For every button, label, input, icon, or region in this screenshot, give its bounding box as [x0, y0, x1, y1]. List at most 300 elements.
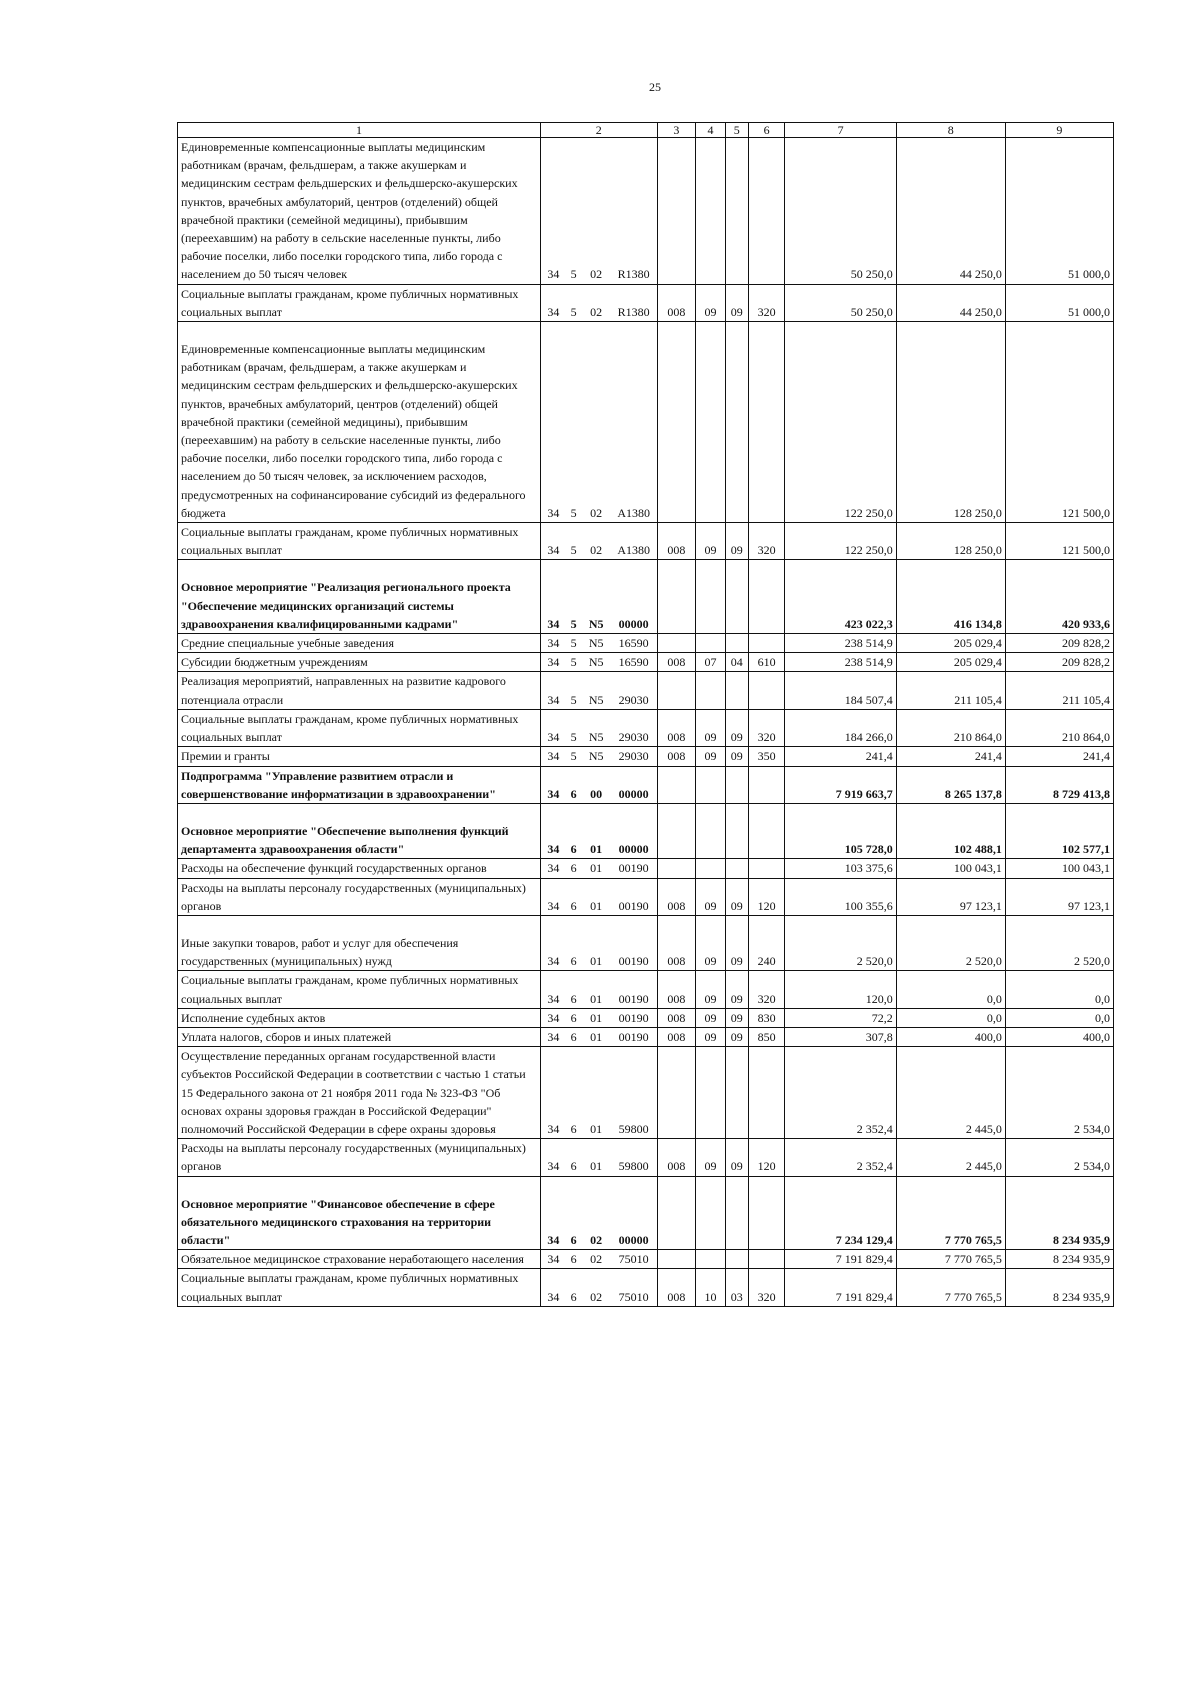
amount-col-9: 420 933,6	[1005, 560, 1113, 634]
code-program: 34	[541, 138, 566, 285]
code-subprogram: 5	[566, 523, 582, 560]
row-name: Уплата налогов, сборов и иных платежей	[178, 1027, 541, 1046]
code-subsection	[725, 766, 748, 803]
table-row	[178, 878, 1114, 915]
code-ministry	[657, 1250, 696, 1269]
row-name: Единовременные компенсационные выплаты медицинским работникам (врачам, фельдшерам, а также акушеркам и медицинским сестрам фельдшерских и фельдшерско-акушерских пунктов, врачебных амбулаторий, центров (отделений) общей врачебной практики (семейной медицины), прибывшим (переехавшим) на работу в сельские населенные пункты, либо рабочие поселки, либо поселки городского типа, либо города с населением до 50 тысяч человек	[178, 138, 541, 285]
code-event: N5	[581, 672, 610, 709]
code-subsection: 09	[725, 709, 748, 746]
header-col-7: 7	[785, 123, 896, 138]
code-ministry: 008	[657, 1139, 696, 1176]
code-program: 34	[541, 1027, 566, 1046]
amount-col-8: 97 123,1	[896, 878, 1005, 915]
amount-col-8: 128 250,0	[896, 523, 1005, 560]
code-subsection: 09	[725, 747, 748, 766]
amount-col-7: 7 191 829,4	[785, 1250, 896, 1269]
code-event: N5	[581, 560, 610, 634]
page-number: 25	[649, 80, 661, 94]
code-subsection: 09	[725, 1139, 748, 1176]
code-expense-type: 320	[748, 1269, 785, 1306]
amount-col-7: 7 919 663,7	[785, 766, 896, 803]
amount-col-8: 400,0	[896, 1027, 1005, 1046]
amount-col-9: 2 520,0	[1005, 915, 1113, 970]
code-direction: 00190	[611, 915, 657, 970]
row-name: Основное мероприятие "Обеспечение выполнения функций департамента здравоохранения области"	[178, 803, 541, 858]
code-subsection	[725, 859, 748, 878]
amount-col-7: 50 250,0	[785, 284, 896, 321]
code-ministry	[657, 322, 696, 523]
code-expense-type	[748, 1250, 785, 1269]
amount-col-7: 103 375,6	[785, 859, 896, 878]
code-expense-type	[748, 1047, 785, 1139]
code-event: 01	[581, 971, 610, 1008]
code-program: 34	[541, 284, 566, 321]
amount-col-7: 122 250,0	[785, 523, 896, 560]
code-direction: 00190	[611, 878, 657, 915]
code-ministry: 008	[657, 915, 696, 970]
table-row	[178, 1047, 1114, 1139]
code-subsection: 09	[725, 878, 748, 915]
code-program: 34	[541, 803, 566, 858]
row-name: Средние специальные учебные заведения	[178, 634, 541, 653]
code-program: 34	[541, 322, 566, 523]
code-subsection: 09	[725, 284, 748, 321]
amount-col-8: 241,4	[896, 747, 1005, 766]
row-name: Основное мероприятие "Реализация регионального проекта "Обеспечение медицинских организаций системы здравоохранения квалифицированными кадрами"	[178, 560, 541, 634]
amount-col-9: 8 234 935,9	[1005, 1176, 1113, 1250]
code-event: N5	[581, 709, 610, 746]
amount-col-8: 205 029,4	[896, 634, 1005, 653]
code-expense-type: 120	[748, 1139, 785, 1176]
code-ministry	[657, 560, 696, 634]
code-direction: 75010	[611, 1250, 657, 1269]
amount-col-9: 8 234 935,9	[1005, 1250, 1113, 1269]
row-name: Социальные выплаты гражданам, кроме публичных нормативных социальных выплат	[178, 971, 541, 1008]
code-program: 34	[541, 1250, 566, 1269]
code-direction: R1380	[611, 138, 657, 285]
code-section: 09	[696, 1008, 725, 1027]
amount-col-8: 102 488,1	[896, 803, 1005, 858]
table-row	[178, 138, 1114, 285]
code-section: 09	[696, 1027, 725, 1046]
amount-col-9: 8 234 935,9	[1005, 1269, 1113, 1306]
code-event: N5	[581, 653, 610, 672]
amount-col-9: 241,4	[1005, 747, 1113, 766]
amount-col-8: 2 445,0	[896, 1139, 1005, 1176]
row-name: Подпрограмма "Управление развитием отрасли и совершенствование информатизации в здравоохранении"	[178, 766, 541, 803]
code-event: 01	[581, 1008, 610, 1027]
code-program: 34	[541, 1047, 566, 1139]
code-section	[696, 672, 725, 709]
code-subprogram: 6	[566, 803, 582, 858]
amount-col-7: 184 507,4	[785, 672, 896, 709]
amount-col-7: 50 250,0	[785, 138, 896, 285]
amount-col-7: 238 514,9	[785, 653, 896, 672]
code-expense-type: 120	[748, 878, 785, 915]
code-expense-type	[748, 1176, 785, 1250]
code-subsection	[725, 322, 748, 523]
code-ministry	[657, 859, 696, 878]
code-direction: 00000	[611, 803, 657, 858]
table-row	[178, 634, 1114, 653]
table-row	[178, 560, 1114, 634]
code-subprogram: 6	[566, 1008, 582, 1027]
code-direction: 16590	[611, 653, 657, 672]
amount-col-9: 2 534,0	[1005, 1047, 1113, 1139]
code-program: 34	[541, 1269, 566, 1306]
code-expense-type	[748, 634, 785, 653]
code-expense-type	[748, 859, 785, 878]
amount-col-7: 105 728,0	[785, 803, 896, 858]
code-event: 02	[581, 138, 610, 285]
code-direction: 75010	[611, 1269, 657, 1306]
code-program: 34	[541, 859, 566, 878]
amount-col-7: 2 352,4	[785, 1139, 896, 1176]
amount-col-8: 2 520,0	[896, 915, 1005, 970]
row-name: Единовременные компенсационные выплаты медицинским работникам (врачам, фельдшерам, а также акушеркам и медицинским сестрам фельдшерских и фельдшерско-акушерских пунктов, врачебных амбулаторий, центров (отделений) общей врачебной практики (семейной медицины), прибывшим (переехавшим) на работу в сельские населенные пункты, либо рабочие поселки, либо поселки городского типа, либо города с населением до 50 тысяч человек, за исключением расходов, предусмотренных на софинансирование субсидий из федерального бюджета	[178, 322, 541, 523]
row-name: Социальные выплаты гражданам, кроме публичных нормативных социальных выплат	[178, 1269, 541, 1306]
code-direction: 00190	[611, 971, 657, 1008]
amount-col-9: 8 729 413,8	[1005, 766, 1113, 803]
code-direction: 16590	[611, 634, 657, 653]
amount-col-8: 7 770 765,5	[896, 1250, 1005, 1269]
amount-col-9: 400,0	[1005, 1027, 1113, 1046]
code-event: 01	[581, 878, 610, 915]
header-col-2: 2	[541, 123, 657, 138]
code-subsection	[725, 803, 748, 858]
code-subprogram: 5	[566, 672, 582, 709]
header-col-1: 1	[178, 123, 541, 138]
code-subprogram: 6	[566, 766, 582, 803]
code-ministry: 008	[657, 971, 696, 1008]
code-event: 01	[581, 1139, 610, 1176]
table-row	[178, 1139, 1114, 1176]
code-program: 34	[541, 634, 566, 653]
amount-col-8: 205 029,4	[896, 653, 1005, 672]
amount-col-9: 209 828,2	[1005, 634, 1113, 653]
code-subsection	[725, 560, 748, 634]
code-direction: 00000	[611, 560, 657, 634]
table-row	[178, 766, 1114, 803]
code-section: 09	[696, 878, 725, 915]
code-subprogram: 5	[566, 138, 582, 285]
amount-col-7: 120,0	[785, 971, 896, 1008]
amount-col-7: 72,2	[785, 1008, 896, 1027]
row-name: Основное мероприятие "Финансовое обеспечение в сфере обязательного медицинского страхования на территории области"	[178, 1176, 541, 1250]
code-section: 09	[696, 915, 725, 970]
amount-col-9: 51 000,0	[1005, 138, 1113, 285]
code-event: 02	[581, 1250, 610, 1269]
code-direction: 29030	[611, 709, 657, 746]
code-expense-type: 320	[748, 523, 785, 560]
code-subsection	[725, 138, 748, 285]
code-section	[696, 138, 725, 285]
header-col-3: 3	[657, 123, 696, 138]
amount-col-8: 7 770 765,5	[896, 1176, 1005, 1250]
code-event: 02	[581, 284, 610, 321]
code-ministry: 008	[657, 523, 696, 560]
code-expense-type	[748, 138, 785, 285]
code-expense-type	[748, 672, 785, 709]
row-name: Социальные выплаты гражданам, кроме публичных нормативных социальных выплат	[178, 523, 541, 560]
table-row	[178, 1269, 1114, 1306]
code-ministry	[657, 1047, 696, 1139]
row-name: Субсидии бюджетным учреждениям	[178, 653, 541, 672]
code-program: 34	[541, 971, 566, 1008]
amount-col-8: 211 105,4	[896, 672, 1005, 709]
code-section	[696, 803, 725, 858]
code-subprogram: 5	[566, 560, 582, 634]
table-row	[178, 1027, 1114, 1046]
code-direction: A1380	[611, 322, 657, 523]
code-subsection: 09	[725, 915, 748, 970]
code-subprogram: 6	[566, 1139, 582, 1176]
code-subprogram: 6	[566, 1269, 582, 1306]
code-section	[696, 1250, 725, 1269]
code-ministry: 008	[657, 878, 696, 915]
row-name: Расходы на обеспечение функций государственных органов	[178, 859, 541, 878]
amount-col-8: 2 445,0	[896, 1047, 1005, 1139]
code-section: 10	[696, 1269, 725, 1306]
code-section: 09	[696, 971, 725, 1008]
amount-col-9: 121 500,0	[1005, 322, 1113, 523]
code-program: 34	[541, 523, 566, 560]
amount-col-9: 210 864,0	[1005, 709, 1113, 746]
amount-col-9: 2 534,0	[1005, 1139, 1113, 1176]
row-name: Реализация мероприятий, направленных на развитие кадрового потенциала отрасли	[178, 672, 541, 709]
amount-col-9: 0,0	[1005, 971, 1113, 1008]
amount-col-8: 44 250,0	[896, 138, 1005, 285]
code-section	[696, 766, 725, 803]
code-expense-type: 320	[748, 284, 785, 321]
code-ministry	[657, 803, 696, 858]
amount-col-8: 7 770 765,5	[896, 1269, 1005, 1306]
code-direction: 00190	[611, 1027, 657, 1046]
amount-col-7: 238 514,9	[785, 634, 896, 653]
budget-table	[177, 122, 1114, 1307]
table-body	[178, 138, 1114, 1307]
code-ministry	[657, 634, 696, 653]
code-section: 09	[696, 523, 725, 560]
amount-col-9: 51 000,0	[1005, 284, 1113, 321]
table-row	[178, 803, 1114, 858]
code-subsection: 09	[725, 523, 748, 560]
code-program: 34	[541, 1139, 566, 1176]
code-direction: 00000	[611, 766, 657, 803]
code-expense-type	[748, 560, 785, 634]
table-row	[178, 915, 1114, 970]
code-section	[696, 634, 725, 653]
code-ministry: 008	[657, 284, 696, 321]
amount-col-9: 102 577,1	[1005, 803, 1113, 858]
code-program: 34	[541, 709, 566, 746]
code-subprogram: 6	[566, 1176, 582, 1250]
code-subsection: 09	[725, 1008, 748, 1027]
code-event: N5	[581, 634, 610, 653]
code-section: 09	[696, 1139, 725, 1176]
amount-col-8: 44 250,0	[896, 284, 1005, 321]
amount-col-9: 121 500,0	[1005, 523, 1113, 560]
code-event: N5	[581, 747, 610, 766]
amount-col-9: 97 123,1	[1005, 878, 1113, 915]
amount-col-8: 100 043,1	[896, 859, 1005, 878]
code-section: 09	[696, 709, 725, 746]
code-subsection	[725, 1047, 748, 1139]
code-subsection	[725, 634, 748, 653]
code-subsection: 04	[725, 653, 748, 672]
amount-col-9: 211 105,4	[1005, 672, 1113, 709]
code-section	[696, 560, 725, 634]
table-row	[178, 672, 1114, 709]
code-ministry	[657, 766, 696, 803]
code-subprogram: 5	[566, 653, 582, 672]
table-row	[178, 1008, 1114, 1027]
row-name: Осуществление переданных органам государственной власти субъектов Российской Федерации в соответствии с частью 1 статьи 15 Федерального закона от 21 ноября 2011 года № 323-ФЗ "Об основах охраны здоровья граждан в Российской Федерации" полномочий Российской Федерации в сфере охраны здоровья	[178, 1047, 541, 1139]
code-direction: 00190	[611, 1008, 657, 1027]
code-ministry	[657, 1176, 696, 1250]
amount-col-9: 209 828,2	[1005, 653, 1113, 672]
row-name: Иные закупки товаров, работ и услуг для обеспечения государственных (муниципальных) нужд	[178, 915, 541, 970]
amount-col-7: 423 022,3	[785, 560, 896, 634]
code-subprogram: 5	[566, 284, 582, 321]
code-direction: 29030	[611, 672, 657, 709]
header-row	[178, 123, 1114, 138]
amount-col-7: 307,8	[785, 1027, 896, 1046]
code-section	[696, 859, 725, 878]
code-direction: 00190	[611, 859, 657, 878]
code-expense-type: 350	[748, 747, 785, 766]
code-ministry: 008	[657, 1008, 696, 1027]
code-section: 07	[696, 653, 725, 672]
code-ministry: 008	[657, 1269, 696, 1306]
row-name: Расходы на выплаты персоналу государственных (муниципальных) органов	[178, 878, 541, 915]
amount-col-9: 100 043,1	[1005, 859, 1113, 878]
code-subprogram: 6	[566, 859, 582, 878]
table-row	[178, 523, 1114, 560]
code-event: 01	[581, 859, 610, 878]
code-direction: 59800	[611, 1047, 657, 1139]
code-subsection: 09	[725, 971, 748, 1008]
code-subprogram: 5	[566, 634, 582, 653]
table-row	[178, 971, 1114, 1008]
amount-col-7: 184 266,0	[785, 709, 896, 746]
code-program: 34	[541, 878, 566, 915]
code-subprogram: 6	[566, 1047, 582, 1139]
code-event: 01	[581, 803, 610, 858]
table-row	[178, 1176, 1114, 1250]
code-event: 00	[581, 766, 610, 803]
code-expense-type: 830	[748, 1008, 785, 1027]
amount-col-8: 416 134,8	[896, 560, 1005, 634]
amount-col-8: 0,0	[896, 1008, 1005, 1027]
row-name: Социальные выплаты гражданам, кроме публичных нормативных социальных выплат	[178, 284, 541, 321]
code-subsection	[725, 1250, 748, 1269]
code-program: 34	[541, 560, 566, 634]
code-subsection: 09	[725, 1027, 748, 1046]
code-event: 01	[581, 1047, 610, 1139]
code-expense-type: 850	[748, 1027, 785, 1046]
code-subprogram: 5	[566, 747, 582, 766]
code-subprogram: 6	[566, 878, 582, 915]
code-expense-type: 610	[748, 653, 785, 672]
code-section	[696, 322, 725, 523]
code-ministry	[657, 138, 696, 285]
code-event: 02	[581, 1176, 610, 1250]
code-subprogram: 6	[566, 915, 582, 970]
code-ministry: 008	[657, 747, 696, 766]
code-section	[696, 1176, 725, 1250]
row-name: Социальные выплаты гражданам, кроме публичных нормативных социальных выплат	[178, 709, 541, 746]
code-subsection: 03	[725, 1269, 748, 1306]
code-expense-type	[748, 322, 785, 523]
amount-col-7: 7 191 829,4	[785, 1269, 896, 1306]
amount-col-8: 128 250,0	[896, 322, 1005, 523]
code-event: 02	[581, 1269, 610, 1306]
code-section	[696, 1047, 725, 1139]
code-program: 34	[541, 766, 566, 803]
code-subprogram: 6	[566, 1250, 582, 1269]
amount-col-7: 2 352,4	[785, 1047, 896, 1139]
row-name: Расходы на выплаты персоналу государственных (муниципальных) органов	[178, 1139, 541, 1176]
amount-col-8: 8 265 137,8	[896, 766, 1005, 803]
code-subsection	[725, 672, 748, 709]
code-program: 34	[541, 672, 566, 709]
code-direction: A1380	[611, 523, 657, 560]
table-row	[178, 322, 1114, 523]
header-col-4: 4	[696, 123, 725, 138]
code-program: 34	[541, 653, 566, 672]
code-expense-type: 240	[748, 915, 785, 970]
amount-col-9: 0,0	[1005, 1008, 1113, 1027]
table-row	[178, 747, 1114, 766]
amount-col-7: 7 234 129,4	[785, 1176, 896, 1250]
code-section: 09	[696, 284, 725, 321]
code-ministry	[657, 672, 696, 709]
table-row	[178, 284, 1114, 321]
code-direction: 59800	[611, 1139, 657, 1176]
code-event: 02	[581, 322, 610, 523]
code-direction: R1380	[611, 284, 657, 321]
code-subprogram: 6	[566, 971, 582, 1008]
code-program: 34	[541, 1008, 566, 1027]
header-col-6: 6	[748, 123, 785, 138]
header-col-5: 5	[725, 123, 748, 138]
code-subprogram: 6	[566, 1027, 582, 1046]
amount-col-8: 210 864,0	[896, 709, 1005, 746]
code-subprogram: 5	[566, 709, 582, 746]
table-row	[178, 709, 1114, 746]
code-event: 02	[581, 523, 610, 560]
table-row	[178, 653, 1114, 672]
row-name: Обязательное медицинское страхование неработающего населения	[178, 1250, 541, 1269]
code-section: 09	[696, 747, 725, 766]
code-program: 34	[541, 747, 566, 766]
code-event: 01	[581, 915, 610, 970]
row-name: Исполнение судебных актов	[178, 1008, 541, 1027]
code-expense-type: 320	[748, 709, 785, 746]
header-col-8: 8	[896, 123, 1005, 138]
amount-col-7: 2 520,0	[785, 915, 896, 970]
table-row	[178, 859, 1114, 878]
code-program: 34	[541, 915, 566, 970]
code-event: 01	[581, 1027, 610, 1046]
row-name: Премии и гранты	[178, 747, 541, 766]
code-expense-type	[748, 766, 785, 803]
code-expense-type: 320	[748, 971, 785, 1008]
code-ministry: 008	[657, 709, 696, 746]
code-ministry: 008	[657, 1027, 696, 1046]
amount-col-7: 122 250,0	[785, 322, 896, 523]
